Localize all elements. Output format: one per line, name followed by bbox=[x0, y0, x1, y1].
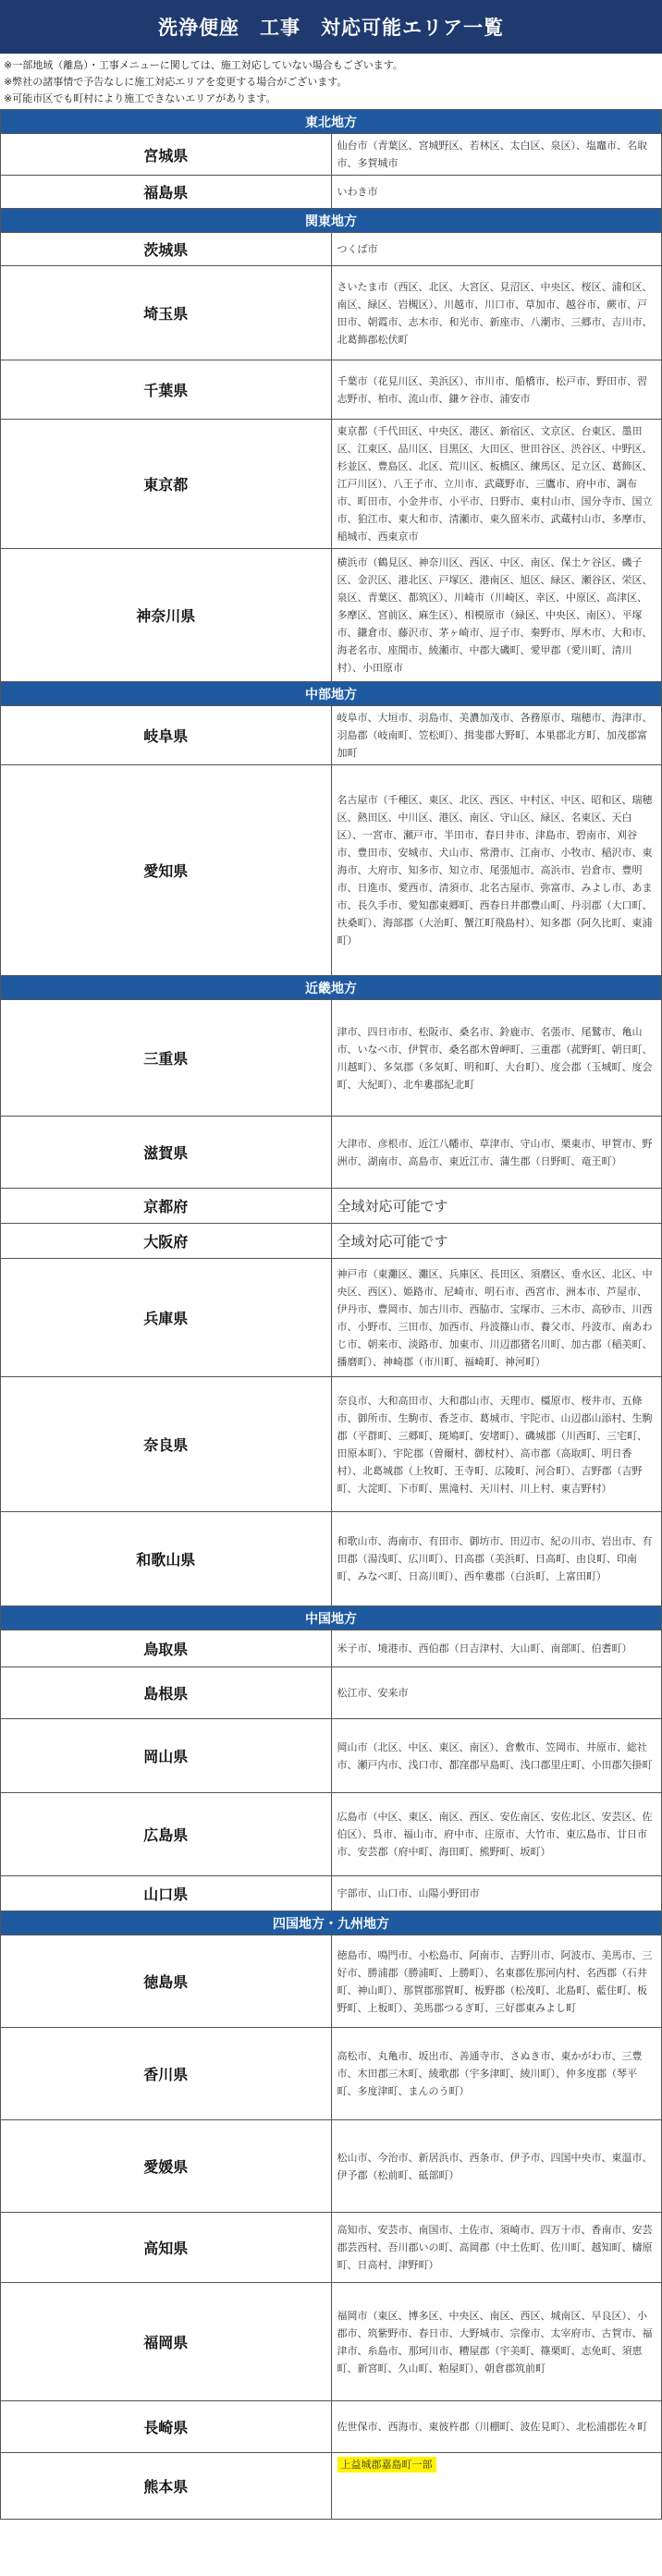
prefecture-name: 三重県 bbox=[1, 1000, 332, 1117]
prefecture-row bbox=[1, 1793, 662, 1876]
city-list: 岡山市（北区、中区、東区、南区）、倉敷市、笠岡市、井原市、総社市、瀬戸内市、浅口市、都窪郡早島町、浅口郡里庄町、小田郡矢掛町 bbox=[331, 1719, 662, 1793]
prefecture-name: 奈良県 bbox=[1, 1377, 332, 1512]
city-list bbox=[331, 2453, 662, 2520]
prefecture-name: 徳島県 bbox=[1, 1935, 332, 2028]
city-list: 広島市（中区、東区、南区、西区、安佐南区、安佐北区、安芸区、佐伯区）、呉市、福山市、府中市、庄原市、大竹市、東広島市、廿日市市、安芸郡（府中町、海田町、熊野町、坂町） bbox=[331, 1793, 662, 1876]
city-list: つくば市 bbox=[331, 233, 662, 266]
prefecture-row bbox=[1, 765, 662, 976]
prefecture-name: 東京都 bbox=[1, 420, 332, 549]
region-name: 関東地方 bbox=[1, 209, 662, 233]
prefecture-row bbox=[1, 1719, 662, 1793]
city-list: さいたま市（西区、北区、大宮区、見沼区、中央区、桜区、浦和区、南区、緑区、岩槻区）、川越市、川口市、草加市、越谷市、蕨市、戸田市、朝霞市、志木市、和光市、新座市、八潮市、三郷市、吉川市、北葛飾郡松伏町 bbox=[331, 266, 662, 360]
city-list: 仙台市（青葉区、宮城野区、若林区、太白区、泉区）、塩竈市、名取市、多賀城市 bbox=[331, 134, 662, 176]
prefecture-row bbox=[1, 2028, 662, 2120]
city-list: 高知市、安芸市、南国市、土佐市、須崎市、四万十市、香南市、安芸郡芸西村、吾川郡いの町、高岡郡（中土佐町、佐川町、越知町、檮原町、日高村、津野町） bbox=[331, 2213, 662, 2283]
note-line: ※一部地域（離島）・工事メニューに関しては、施工対応していない場合もございます。 bbox=[4, 59, 403, 71]
city-list: 福岡市（東区、博多区、中央区、南区、西区、城南区、早良区）、小郡市、筑紫野市、春日市、大野城市、宗像市、太宰府市、古賀市、福津市、糸島市、那珂川市、糟屋郡（宇美町、篠栗町、志免町、須恵町、新宮町、久山町、粕屋町）、朝倉郡筑前町 bbox=[331, 2283, 662, 2401]
prefecture-row bbox=[1, 1667, 662, 1719]
prefecture-name: 兵庫県 bbox=[1, 1259, 332, 1377]
prefecture-name: 宮城県 bbox=[1, 134, 332, 176]
region-name: 中部地方 bbox=[1, 682, 662, 706]
prefecture-row bbox=[1, 2401, 662, 2453]
prefecture-name: 熊本県 bbox=[1, 2453, 332, 2520]
city-list: 宇部市、山口市、山陽小野田市 bbox=[331, 1876, 662, 1911]
city-list: 和歌山市、海南市、有田市、御坊市、田辺市、紀の川市、岩出市、有田郡（湯浅町、広川町）、日高郡（美浜町、日高町、由良町、印南町、みなべ町、日高川町）、西牟婁郡（白浜町、上富田町） bbox=[331, 1512, 662, 1606]
prefecture-row bbox=[1, 2213, 662, 2283]
prefecture-name: 岐阜県 bbox=[1, 706, 332, 765]
region-name: 中国地方 bbox=[1, 1606, 662, 1630]
region-name: 東北地方 bbox=[1, 110, 662, 134]
page-title bbox=[0, 0, 662, 54]
prefecture-name: 山口県 bbox=[1, 1876, 332, 1911]
prefecture-name: 千葉県 bbox=[1, 360, 332, 420]
prefecture-name: 鳥取県 bbox=[1, 1630, 332, 1667]
prefecture-name: 滋賀県 bbox=[1, 1117, 332, 1189]
prefecture-row bbox=[1, 1512, 662, 1606]
prefecture-name: 岡山県 bbox=[1, 1719, 332, 1793]
prefecture-name: 大阪府 bbox=[1, 1224, 332, 1259]
note-line: ※可能市区でも町村により施工できないエリアがあります。 bbox=[4, 92, 276, 104]
prefecture-name: 愛媛県 bbox=[1, 2120, 332, 2213]
prefecture-row bbox=[1, 1876, 662, 1911]
city-list: 千葉市（花見川区、美浜区）、市川市、船橋市、松戸市、野田市、習志野市、柏市、流山市、鎌ケ谷市、浦安市 bbox=[331, 360, 662, 420]
area-table-body bbox=[1, 110, 662, 2520]
page-title-text: 洗浄便座 工事 対応可能エリア一覧 bbox=[158, 17, 504, 39]
area-table bbox=[0, 109, 662, 2520]
prefecture-row bbox=[1, 1224, 662, 1259]
prefecture-row bbox=[1, 360, 662, 420]
prefecture-name: 和歌山県 bbox=[1, 1512, 332, 1606]
city-list: 横浜市（鶴見区、神奈川区、西区、中区、南区、保土ケ谷区、磯子区、金沢区、港北区、戸塚区、港南区、旭区、緑区、瀬谷区、栄区、泉区、青葉区、都筑区）、川崎市（川崎区、幸区、中原区、高津区、多摩区、宮前区、麻生区）、相模原市（緑区、中央区、南区）、平塚市、鎌倉市、藤沢市、茅ヶ崎市、逗子市、秦野市、厚木市、大和市、海老名市、座間市、綾瀬市、中郡大磯町、愛甲郡（愛川町、清川村）、小田原市 bbox=[331, 549, 662, 682]
prefecture-row bbox=[1, 176, 662, 209]
prefecture-row bbox=[1, 233, 662, 266]
city-list: 大津市、彦根市、近江八幡市、草津市、守山市、栗東市、甲賀市、野洲市、湖南市、高島市、東近江市、蒲生郡（日野町、竜王町） bbox=[331, 1117, 662, 1189]
prefecture-name: 香川県 bbox=[1, 2028, 332, 2120]
prefecture-name: 島根県 bbox=[1, 1667, 332, 1719]
city-list: 津市、四日市市、松阪市、桑名市、鈴鹿市、名張市、尾鷲市、亀山市、いなべ市、伊賀市、桑名郡木曽岬町、三重郡（菰野町、朝日町、川越町）、多気郡（多気町、明和町、大台町）、度会郡（玉城町、度会町、大紀町）、北牟婁郡紀北町 bbox=[331, 1000, 662, 1117]
prefecture-row bbox=[1, 1189, 662, 1224]
prefecture-name: 埼玉県 bbox=[1, 266, 332, 360]
city-list: 高松市、丸亀市、坂出市、善通寺市、さぬき市、東かがわ市、三豊市、木田郡三木町、綾歌郡（宇多津町、綾川町）、仲多度郡（琴平町、多度津町、まんのう町） bbox=[331, 2028, 662, 2120]
prefecture-row bbox=[1, 1377, 662, 1512]
city-list: 東京都（千代田区、中央区、港区、新宿区、文京区、台東区、墨田区、江東区、品川区、目黒区、大田区、世田谷区、渋谷区、中野区、杉並区、豊島区、北区、荒川区、板橋区、練馬区、足立区、葛飾区、江戸川区）、八王子市、立川市、武蔵野市、三鷹市、府中市、調布市、町田市、小金井市、小平市、日野市、東村山市、国分寺市、国立市、狛江市、東大和市、清瀬市、東久留米市、武蔵村山市、多摩市、稲城市、西東京市 bbox=[331, 420, 662, 549]
city-list: 松江市、安来市 bbox=[331, 1667, 662, 1719]
region-header-row bbox=[1, 1606, 662, 1630]
prefecture-row bbox=[1, 706, 662, 765]
city-list: 全域対応可能です bbox=[331, 1224, 662, 1259]
prefecture-name: 神奈川県 bbox=[1, 549, 332, 682]
city-list: 岐阜市、大垣市、羽島市、美濃加茂市、各務原市、瑞穂市、海津市、羽島郡（岐南町、笠松町）、揖斐郡大野町、本巣郡北方町、加茂郡富加町 bbox=[331, 706, 662, 765]
prefecture-row bbox=[1, 420, 662, 549]
prefecture-name: 広島県 bbox=[1, 1793, 332, 1876]
prefecture-row bbox=[1, 549, 662, 682]
region-header-row bbox=[1, 110, 662, 134]
region-header-row bbox=[1, 682, 662, 706]
prefecture-row bbox=[1, 134, 662, 176]
prefecture-row bbox=[1, 2453, 662, 2520]
prefecture-row bbox=[1, 1630, 662, 1667]
highlighted-city-text: 上益城郡嘉島町一部 bbox=[337, 2457, 436, 2472]
prefecture-name: 愛知県 bbox=[1, 765, 332, 976]
note-line: ※弊社の諸事情で予告なしに施工対応エリアを変更する場合がございます。 bbox=[4, 76, 348, 88]
prefecture-name: 茨城県 bbox=[1, 233, 332, 266]
prefecture-name: 長崎県 bbox=[1, 2401, 332, 2453]
prefecture-row bbox=[1, 2283, 662, 2401]
city-list: 奈良市、大和高田市、大和郡山市、天理市、橿原市、桜井市、五條市、御所市、生駒市、香芝市、葛城市、宇陀市、山辺郡山添村、生駒郡（平群町、三郷町、斑鳩町、安堵町）、磯城郡（川西町、三宅町、田原本町）、宇陀郡（曽爾村、御杖村）、高市郡（高取町、明日香村）、北葛城郡（上牧町、王寺町、広陵町、河合町）、吉野郡（吉野町、大淀町、下市町、黒滝村、天川村、川上村、東吉野村） bbox=[331, 1377, 662, 1512]
city-list: 松山市、今治市、新居浜市、西条市、伊予市、四国中央市、東温市、伊予郡（松前町、砥部町） bbox=[331, 2120, 662, 2213]
city-list: 徳島市、鳴門市、小松島市、阿南市、吉野川市、阿波市、美馬市、三好市、勝浦郡（勝浦町、上勝町）、名東郡佐那河内村、名西郡（石井町、神山町）、那賀郡那賀町、板野郡（松茂町、北島町、藍住町、板野町、上板町）、美馬郡つるぎ町、三好郡東みよし町 bbox=[331, 1935, 662, 2028]
region-header-row bbox=[1, 1911, 662, 1935]
city-list: 神戸市（東灘区、灘区、兵庫区、長田区、須磨区、垂水区、北区、中央区、西区）、姫路市、尼崎市、明石市、西宮市、洲本市、芦屋市、伊丹市、豊岡市、加古川市、西脇市、宝塚市、三木市、高砂市、川西市、小野市、三田市、加西市、丹波篠山市、養父市、丹波市、南あわじ市、朝来市、淡路市、加東市、川辺郡猪名川町、加古郡（稲美町、播磨町）、神崎郡（市川町、福崎町、神河町） bbox=[331, 1259, 662, 1377]
prefecture-row bbox=[1, 1000, 662, 1117]
prefecture-name: 高知県 bbox=[1, 2213, 332, 2283]
region-header-row bbox=[1, 976, 662, 1000]
city-list: 名古屋市（千種区、東区、北区、西区、中村区、中区、昭和区、瑞穂区、熱田区、中川区、港区、南区、守山区、緑区、名東区、天白区）、一宮市、瀬戸市、半田市、春日井市、津島市、碧南市、刈谷市、豊田市、安城市、犬山市、常滑市、江南市、小牧市、稲沢市、東海市、大府市、知多市、知立市、尾張旭市、高浜市、岩倉市、豊明市、日進市、愛西市、清須市、北名古屋市、弥富市、みよし市、あま市、長久手市、愛知郡東郷町、西春日井郡豊山町、丹羽郡（大口町、扶桑町）、海部郡（大治町、蟹江町飛島村）、知多郡（阿久比町、東浦町） bbox=[331, 765, 662, 976]
prefecture-row bbox=[1, 2120, 662, 2213]
prefecture-name: 福島県 bbox=[1, 176, 332, 209]
prefecture-row bbox=[1, 266, 662, 360]
region-name: 四国地方・九州地方 bbox=[1, 1911, 662, 1935]
city-list: 全域対応可能です bbox=[331, 1189, 662, 1224]
city-list: 米子市、境港市、西伯郡（日吉津村、大山町、南部町、伯耆町） bbox=[331, 1630, 662, 1667]
prefecture-name: 京都府 bbox=[1, 1189, 332, 1224]
prefecture-row bbox=[1, 1117, 662, 1189]
region-header-row bbox=[1, 209, 662, 233]
city-list: 佐世保市、西海市、東彼杵郡（川棚町、波佐見町）、北松浦郡佐々町 bbox=[331, 2401, 662, 2453]
region-name: 近畿地方 bbox=[1, 976, 662, 1000]
prefecture-row bbox=[1, 1935, 662, 2028]
city-list: いわき市 bbox=[331, 176, 662, 209]
notes-section bbox=[0, 54, 662, 109]
prefecture-row bbox=[1, 1259, 662, 1377]
prefecture-name: 福岡県 bbox=[1, 2283, 332, 2401]
